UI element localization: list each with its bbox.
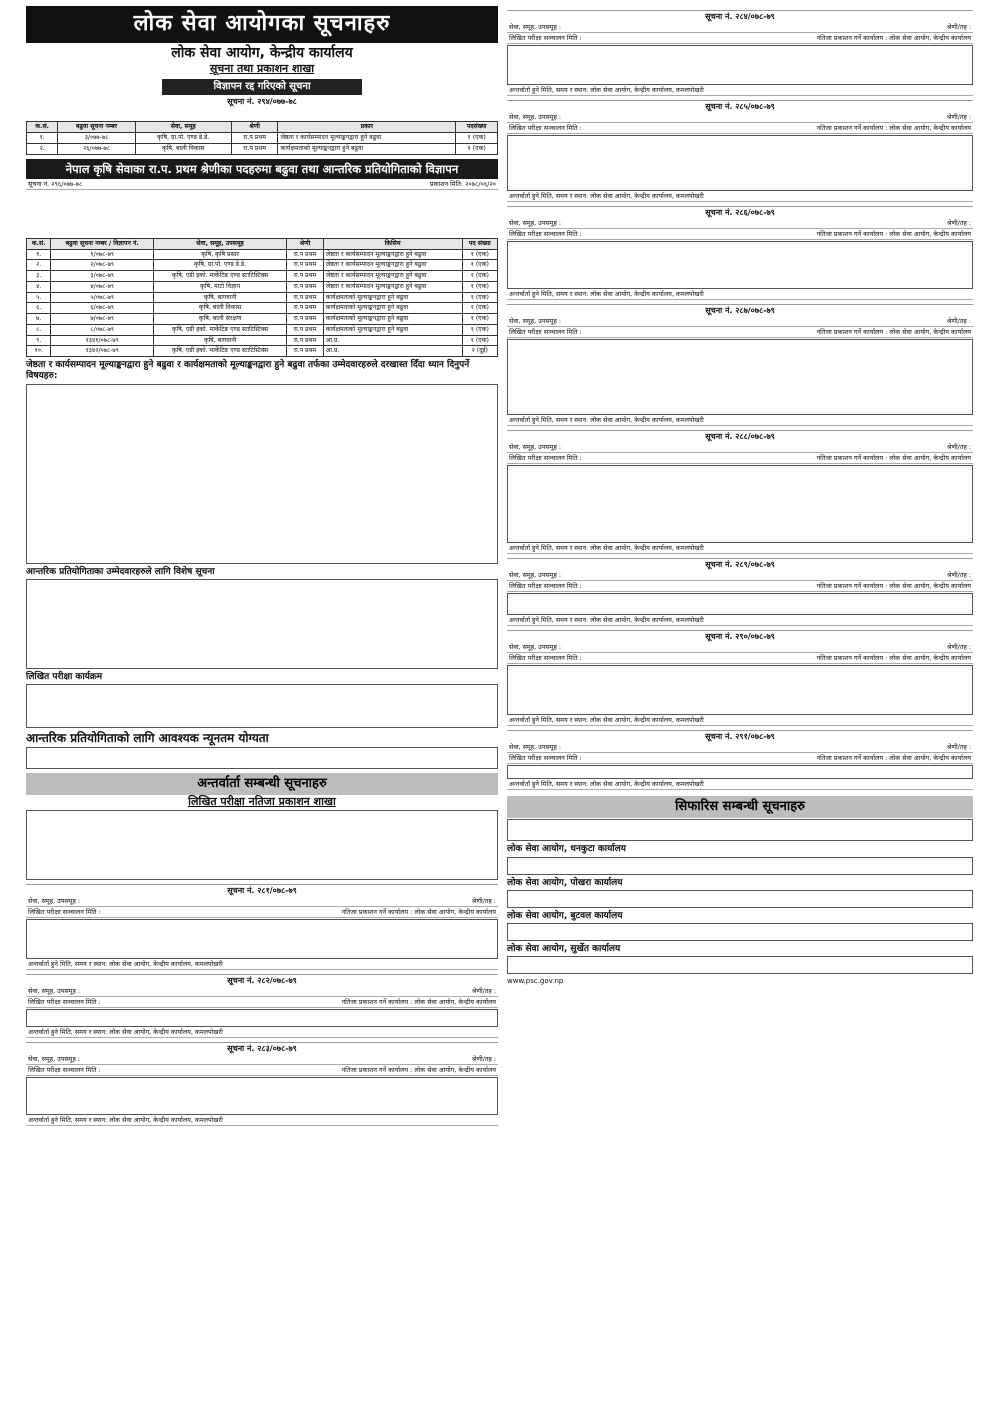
table-header-cell: प्रकार <box>278 122 456 133</box>
service-label: सेवा, समूह, उपसमूह : <box>509 643 562 651</box>
service-label: सेवा, समूह, उपसमूह : <box>28 1055 81 1064</box>
interview-when: अन्तर्वार्ता हुने मिति, समय र स्थान: लोक सेवा आयोग, केन्द्रीय कार्यालय, कमलपोखरी <box>507 191 973 202</box>
exam-title: लिखित परीक्षा कार्यक्रम <box>26 671 103 682</box>
table-cell: २६/०७७-७८ <box>58 143 135 154</box>
service-row <box>26 896 498 907</box>
service-row <box>507 742 973 753</box>
table-cell: ३/०७७-७८ <box>58 133 135 144</box>
interview-when: अन्तर्वार्ता हुने मिति, समय र स्थान: लोक सेवा आयोग, केन्द्रीय कार्यालय, कमलपोखरी <box>507 715 973 726</box>
recommend-intro <box>507 819 973 841</box>
agri-row <box>27 346 498 357</box>
service-label: सेवा, समूह, उपसमूह : <box>509 219 562 227</box>
table-cell: ८/०७८-७९ <box>51 324 154 335</box>
table-header-cell: श्रेणी <box>231 122 278 133</box>
table-cell: रा.प प्रथम <box>287 271 323 282</box>
table-cell: कृषि, बागवानी <box>153 335 286 346</box>
table-cell: १३४१/०७८-७९ <box>51 335 154 346</box>
service-label: सेवा, समूह, उपसमूह : <box>509 317 562 325</box>
table-cell: कृषि, बाली विकास <box>135 143 231 154</box>
interview-notice <box>507 558 973 626</box>
table-cell: ७. <box>27 314 51 325</box>
left-column <box>26 6 498 1126</box>
interview-notice-number: सूचना नं. २८४/०७८-७९ <box>507 10 973 22</box>
result-office-label: नतिजा प्रकाशन गर्ने कार्यालय : लोक सेवा आयोग, केन्द्रीय कार्यालय <box>816 124 971 132</box>
internal-title: आन्तरिक प्रतियोगिताका उम्मेदवारहरुले लागि विशेष सूचना <box>26 566 215 577</box>
interview-notice-number: सूचना नं. २९०/०७८-७९ <box>507 630 973 642</box>
level-label: श्रेणी/तह : <box>946 219 971 227</box>
table-cell: ७/०७८-७९ <box>51 314 154 325</box>
table-cell: आ.प्र. <box>323 335 462 346</box>
table-cell: १ (एक) <box>462 281 497 292</box>
table-cell: कृषि, कृषि प्रसार <box>153 249 286 260</box>
interview-when: अन्तर्वार्ता हुने मिति, समय र स्थान: लोक सेवा आयोग, केन्द्रीय कार्यालय, कमलपोखरी <box>26 1115 498 1126</box>
table-header-cell: क.सं. <box>27 122 58 133</box>
interview-when: अन्तर्वार्ता हुने मिति, समय र स्थान: लोक सेवा आयोग, केन्द्रीय कार्यालय, कमलपोखरी <box>507 85 973 96</box>
office-title: लोक सेवा आयोग, केन्द्रीय कार्यालय <box>171 44 353 61</box>
service-label: सेवा, समूह, उपसमूह : <box>28 987 81 996</box>
exam-date-label: लिखित परीक्षा सञ्चालन मिति : <box>28 1066 101 1075</box>
exam-date-label: लिखित परीक्षा सञ्चालन मिति : <box>509 754 582 762</box>
interview-when: अन्तर्वार्ता हुने मिति, समय र स्थान: लोक सेवा आयोग, केन्द्रीय कार्यालय, कमलपोखरी <box>507 415 973 426</box>
interview-notice <box>507 100 973 202</box>
table-cell: रा.प प्रथम <box>287 324 323 335</box>
exam-date-label: लिखित परीक्षा सञ्चालन मिति : <box>28 908 101 917</box>
cancel-table <box>26 121 498 154</box>
level-label: श्रेणी/तह : <box>946 443 971 451</box>
cancel-row <box>27 133 498 144</box>
interview-notice <box>26 1042 498 1126</box>
table-cell: रा.प प्रथम <box>287 303 323 314</box>
candidate-table <box>26 1077 498 1115</box>
result-office-label: नतिजा प्रकाशन गर्ने कार्यालय : लोक सेवा आयोग, केन्द्रीय कार्यालय <box>341 998 496 1007</box>
service-row <box>26 986 498 997</box>
footer-url: www.psc.gov.np <box>507 977 564 986</box>
result-office-label: नतिजा प्रकाशन गर्ने कार्यालय : लोक सेवा आयोग, केन्द्रीय कार्यालय <box>816 582 971 590</box>
interview-notice-number: सूचना नं. २८६/०७८-७९ <box>507 206 973 218</box>
candidate-table <box>26 1009 498 1027</box>
service-row <box>507 112 973 123</box>
table-header-cell: पदसंख्या <box>456 122 498 133</box>
result-office-label: नतिजा प्रकाशन गर्ने कार्यालय : लोक सेवा आयोग, केन्द्रीय कार्यालय <box>341 1066 496 1075</box>
table-header-cell: सेवा, समूह <box>135 122 231 133</box>
table-cell: आ.प्र. <box>323 346 462 357</box>
interview-notice-number: सूचना नं. २८७/०७८-७९ <box>507 304 973 316</box>
exam-row <box>507 581 973 592</box>
recommend-office-title: लोक सेवा आयोग, सुर्खेत कार्यालय <box>507 944 621 954</box>
table-cell: ९. <box>27 335 51 346</box>
agri-row <box>27 260 498 271</box>
candidate-table <box>507 465 973 543</box>
result-office-label: नतिजा प्रकाशन गर्ने कार्यालय : लोक सेवा आयोग, केन्द्रीय कार्यालय <box>816 454 971 462</box>
table-header-cell: क.सं. <box>27 238 51 249</box>
table-cell: कार्यक्षमताको मूल्याङ्कनद्वारा हुने बढुवा <box>323 303 462 314</box>
min-qual-block <box>26 747 498 769</box>
recommend-title: सिफारिस सम्बन्धी सूचनाहरु <box>507 796 973 818</box>
interview-when: अन्तर्वार्ता हुने मिति, समय र स्थान: लोक सेवा आयोग, केन्द्रीय कार्यालय, कमलपोखरी <box>507 543 973 554</box>
cancel-row <box>27 143 498 154</box>
table-cell: कार्यक्षमताको मूल्याङ्कनद्वारा हुने बढुवा <box>323 324 462 335</box>
table-header-cell: किसिम <box>323 238 462 249</box>
interview-section-title: अन्तर्वार्ता सम्बन्धी सूचनाहरु <box>26 773 498 795</box>
level-label: श्रेणी/तह : <box>946 643 971 651</box>
service-row <box>507 218 973 229</box>
interview-notice <box>507 430 973 554</box>
table-cell: जेष्ठता र कार्यसम्पादन मूल्याङ्कनद्वारा हुने बढुवा <box>323 249 462 260</box>
table-cell: कृषि, बागवानी <box>153 292 286 303</box>
table-cell: १ (एक) <box>462 292 497 303</box>
service-row <box>507 442 973 453</box>
service-row <box>507 316 973 327</box>
recommend-office-title: लोक सेवा आयोग, पोखरा कार्यालय <box>507 877 623 888</box>
table-cell: कृषि, एग्री इको. मार्केटिङ एण्ड स्टाटिस्टिक्स <box>153 324 286 335</box>
table-cell: कृषि, एग्री इको. मार्केटिङ एण्ड स्टाटिस्टिक्स <box>153 346 286 357</box>
table-cell: ५. <box>27 292 51 303</box>
level-label: श्रेणी/तह : <box>946 571 971 579</box>
agri-row <box>27 314 498 325</box>
interview-notice <box>507 10 973 96</box>
table-cell: ८. <box>27 324 51 335</box>
interview-notice <box>26 974 498 1038</box>
table-header-cell: बढुवा सूचना नम्बर / विज्ञापन नं. <box>51 238 154 249</box>
table-cell: रा.प प्रथम <box>287 249 323 260</box>
recommend-office-title: लोक सेवा आयोग, धनकुटा कार्यालय <box>507 844 626 855</box>
recommend-office-title: लोक सेवा आयोग, बुटवल कार्यालय <box>507 910 623 921</box>
agri-row <box>27 324 498 335</box>
exam-row <box>507 653 973 664</box>
table-cell: कृषि, ग्रा.पो. एण्ड डे.डे. <box>135 133 231 144</box>
exam-date-label: लिखित परीक्षा सञ्चालन मिति : <box>28 998 101 1007</box>
exam-row <box>507 33 973 44</box>
interview-when: अन्तर्वार्ता हुने मिति, समय र स्थान: लोक सेवा आयोग, केन्द्रीय कार्यालय, कमलपोखरी <box>26 1027 498 1038</box>
service-label: सेवा, समूह, उपसमूह : <box>28 897 81 906</box>
table-cell: १ (एक) <box>456 133 498 144</box>
interview-notice <box>507 630 973 726</box>
agri-row <box>27 281 498 292</box>
table-cell: १ (एक) <box>462 249 497 260</box>
exam-date-label: लिखित परीक्षा सञ्चालन मिति : <box>509 582 582 590</box>
table-cell: कृषि, माटो विज्ञान <box>153 281 286 292</box>
table-cell: ३. <box>27 271 51 282</box>
result-office-label: नतिजा प्रकाशन गर्ने कार्यालय : लोक सेवा आयोग, केन्द्रीय कार्यालय <box>341 908 496 917</box>
table-cell: जेष्ठता र कार्यसम्पादन मूल्याङ्कनद्वारा हुने बढुवा <box>278 133 456 144</box>
exam-row <box>26 997 498 1008</box>
cancel-notice-number: सूचना नं. २९४/०७७-७८ <box>227 97 297 107</box>
result-office-label: नतिजा प्रकाशन गर्ने कार्यालय : लोक सेवा आयोग, केन्द्रीय कार्यालय <box>816 230 971 238</box>
level-label: श्रेणी/तह : <box>946 317 971 325</box>
service-label: सेवा, समूह, उपसमूह : <box>509 443 562 451</box>
table-cell: रा.प प्रथम <box>287 314 323 325</box>
table-cell: रा.प प्रथम <box>287 346 323 357</box>
candidate-table <box>507 135 973 191</box>
level-label: श्रेणी/तह : <box>471 987 496 996</box>
service-row <box>26 1054 498 1065</box>
table-cell: १ (एक) <box>462 314 497 325</box>
table-cell: कृषि, ग्रा.पो. एण्ड डे.डे. <box>153 260 286 271</box>
exam-row <box>26 907 498 918</box>
candidate-table <box>507 593 973 615</box>
table-cell: १ (एक) <box>462 271 497 282</box>
interview-notice-number: सूचना नं. २८५/०७८-७९ <box>507 100 973 112</box>
exam-row <box>507 123 973 134</box>
table-cell: जेष्ठता र कार्यसम्पादन मूल्याङ्कनद्वारा हुने बढुवा <box>323 271 462 282</box>
table-cell: १ (एक) <box>456 143 498 154</box>
interview-when: अन्तर्वार्ता हुने मिति, समय र स्थान: लोक सेवा आयोग, केन्द्रीय कार्यालय, कमलपोखरी <box>26 959 498 970</box>
interview-notice-number: सूचना नं. २८३/०७८-७९ <box>26 1042 498 1054</box>
table-cell: रा.प प्रथम <box>287 260 323 271</box>
exam-table-block <box>26 684 498 728</box>
table-cell: १ (एक) <box>462 335 497 346</box>
service-label: सेवा, समूह, उपसमूह : <box>509 743 562 751</box>
interview-notice <box>507 206 973 300</box>
table-cell: रा.प प्रथम <box>287 292 323 303</box>
recommend-table <box>507 890 973 908</box>
table-cell: ५/०७८-७९ <box>51 292 154 303</box>
exam-date-label: लिखित परीक्षा सञ्चालन मिति : <box>509 454 582 462</box>
table-cell: ३/०७८-७९ <box>51 271 154 282</box>
table-cell: ४/०७८-७९ <box>51 281 154 292</box>
table-cell: कृषि, एग्री इको. मार्केटिङ एण्ड स्टाटिस्टिक्स <box>153 271 286 282</box>
table-cell: १. <box>27 249 51 260</box>
level-label: श्रेणी/तह : <box>946 743 971 751</box>
internal-text-block <box>26 579 498 669</box>
interview-notice-number: सूचना नं. २९१/०७८-७९ <box>507 730 973 742</box>
page-banner: लोक सेवा आयोगका सूचनाहरु <box>26 6 498 43</box>
interview-notice <box>26 884 498 970</box>
branch-title: सूचना तथा प्रकाशन शाखा <box>209 62 315 75</box>
agri-notice-title: नेपाल कृषि सेवाका रा.प. प्रथम श्रेणीका पदहरुमा बढुवा तथा आन्तरिक प्रतियोगिताको विज्ञापन <box>26 159 498 179</box>
agri-row <box>27 292 498 303</box>
interview-notice-number: सूचना नं. २८२/०७८-७९ <box>26 974 498 986</box>
agri-row <box>27 335 498 346</box>
table-cell: कृषि, बाली संरक्षण <box>153 314 286 325</box>
table-cell: २ (दुई) <box>462 346 497 357</box>
result-office-label: नतिजा प्रकाशन गर्ने कार्यालय : लोक सेवा आयोग, केन्द्रीय कार्यालय <box>816 754 971 762</box>
table-cell: १०. <box>27 346 51 357</box>
table-cell: जेष्ठता र कार्यसम्पादन मूल्याङ्कनद्वारा हुने बढुवा <box>323 281 462 292</box>
table-cell: रा.प प्रथम <box>287 281 323 292</box>
result-office-label: नतिजा प्रकाशन गर्ने कार्यालय : लोक सेवा आयोग, केन्द्रीय कार्यालय <box>816 328 971 336</box>
table-cell: ४. <box>27 281 51 292</box>
interview-notice <box>507 304 973 426</box>
candidate-table <box>507 241 973 289</box>
table-cell: १ (एक) <box>462 303 497 314</box>
table-cell: १. <box>27 133 58 144</box>
agri-row <box>27 303 498 314</box>
recommend-table <box>507 857 973 875</box>
agri-notice-meta <box>26 179 498 190</box>
table-cell: कार्यक्षमताको मूल्याङ्कनद्वारा हुने बढुवा <box>323 292 462 303</box>
exam-date-label: लिखित परीक्षा सञ्चालन मिति : <box>509 328 582 336</box>
result-office-label: नतिजा प्रकाशन गर्ने कार्यालय : लोक सेवा आयोग, केन्द्रीय कार्यालय <box>816 34 971 42</box>
level-label: श्रेणी/तह : <box>946 23 971 31</box>
agri-notice-date: प्रकाशन मिति: २०७८/०६/२० <box>430 179 496 188</box>
table-cell: जेष्ठता र कार्यसम्पादन मूल्याङ्कनद्वारा हुने बढुवा <box>323 260 462 271</box>
exam-date-label: लिखित परीक्षा सञ्चालन मिति : <box>509 124 582 132</box>
table-header-cell: श्रेणी <box>287 238 323 249</box>
agri-row <box>27 271 498 282</box>
table-header-cell: पद संख्या <box>462 238 497 249</box>
rules-text-block <box>26 384 498 564</box>
table-cell: २/०७८-७९ <box>51 260 154 271</box>
table-cell: कार्यक्षमताको मूल्याङ्कनद्वारा हुने बढुवा <box>278 143 456 154</box>
exam-row <box>507 453 973 464</box>
recommend-table <box>507 956 973 974</box>
interview-when: अन्तर्वार्ता हुने मिति, समय र स्थान: लोक सेवा आयोग, केन्द्रीय कार्यालय, कमलपोखरी <box>507 289 973 300</box>
rules-title: जेष्ठता र कार्यसम्पादन मूल्याङ्कनद्वारा हुने बढुवा र कार्यक्षमताको मूल्याङ्कनद्वारा हुने बढुवा तर्फका उम्मेदवारहरुले दरखास्त दिँदा ध्यान दिनुपर्ने विषयहरु: <box>26 360 470 382</box>
interview-notice <box>507 730 973 790</box>
table-cell: १/०७८-७९ <box>51 249 154 260</box>
interview-when: अन्तर्वार्ता हुने मिति, समय र स्थान: लोक सेवा आयोग, केन्द्रीय कार्यालय, कमलपोखरी <box>507 779 973 790</box>
service-row <box>507 570 973 581</box>
service-label: सेवा, समूह, उपसमूह : <box>509 113 562 121</box>
exam-date-label: लिखित परीक्षा सञ्चालन मिति : <box>509 654 582 662</box>
level-label: श्रेणी/तह : <box>471 897 496 906</box>
service-row <box>507 642 973 653</box>
exam-row <box>26 1065 498 1076</box>
candidate-table <box>26 919 498 959</box>
exam-row <box>507 229 973 240</box>
table-cell: १३४२/०७८-७९ <box>51 346 154 357</box>
agri-notice-number: सूचना नं. २९६/०७७-७८ <box>28 179 83 188</box>
service-label: सेवा, समूह, उपसमूह : <box>509 571 562 579</box>
min-qual-title: आन्तरिक प्रतियोगिताको लागि आवश्यक न्यूनतम योग्यता <box>26 731 269 746</box>
recommend-table <box>507 923 973 941</box>
table-cell: २. <box>27 260 51 271</box>
interview-intro-block <box>26 810 498 880</box>
interview-section-subtitle: लिखित परीक्षा नतिजा प्रकाशन शाखा <box>188 795 336 809</box>
agri-row <box>27 249 498 260</box>
candidate-table <box>507 339 973 415</box>
exam-row <box>507 327 973 338</box>
table-header-cell: सेवा, समूह, उपसमूह <box>153 238 286 249</box>
table-cell: १ (एक) <box>462 324 497 335</box>
exam-date-label: लिखित परीक्षा सञ्चालन मिति : <box>509 34 582 42</box>
table-cell: १ (एक) <box>462 260 497 271</box>
result-office-label: नतिजा प्रकाशन गर्ने कार्यालय : लोक सेवा आयोग, केन्द्रीय कार्यालय <box>816 654 971 662</box>
table-cell: रा.प प्रथम <box>287 335 323 346</box>
table-cell: २. <box>27 143 58 154</box>
table-cell: ६. <box>27 303 51 314</box>
cancel-notice-title: विज्ञापन रद्द गरिएको सूचना <box>162 79 362 96</box>
interview-when: अन्तर्वार्ता हुने मिति, समय र स्थान: लोक सेवा आयोग, केन्द्रीय कार्यालय, कमलपोखरी <box>507 615 973 626</box>
table-cell: ६/०७८-७९ <box>51 303 154 314</box>
interview-notice-number: सूचना नं. २८८/०७८-७९ <box>507 430 973 442</box>
table-cell: कार्यक्षमताको मूल्याङ्कनद्वारा हुने बढुवा <box>323 314 462 325</box>
interview-notice-number: सूचना नं. २८९/०७८-७९ <box>507 558 973 570</box>
candidate-table <box>507 665 973 715</box>
table-cell: रा.प प्रथम <box>231 143 278 154</box>
table-header-cell: बढुवा सूचना नम्बर <box>58 122 135 133</box>
candidate-table <box>507 45 973 85</box>
service-label: सेवा, समूह, उपसमूह : <box>509 23 562 31</box>
service-row <box>507 22 973 33</box>
interview-notice-number: सूचना नं. २८१/०७८-७९ <box>26 884 498 896</box>
table-cell: कृषि, बाली विकास <box>153 303 286 314</box>
right-column <box>507 6 973 986</box>
table-cell: रा.प प्रथम <box>231 133 278 144</box>
candidate-table <box>507 765 973 779</box>
level-label: श्रेणी/तह : <box>471 1055 496 1064</box>
exam-date-label: लिखित परीक्षा सञ्चालन मिति : <box>509 230 582 238</box>
level-label: श्रेणी/तह : <box>946 113 971 121</box>
exam-row <box>507 753 973 764</box>
agri-table <box>26 238 498 357</box>
